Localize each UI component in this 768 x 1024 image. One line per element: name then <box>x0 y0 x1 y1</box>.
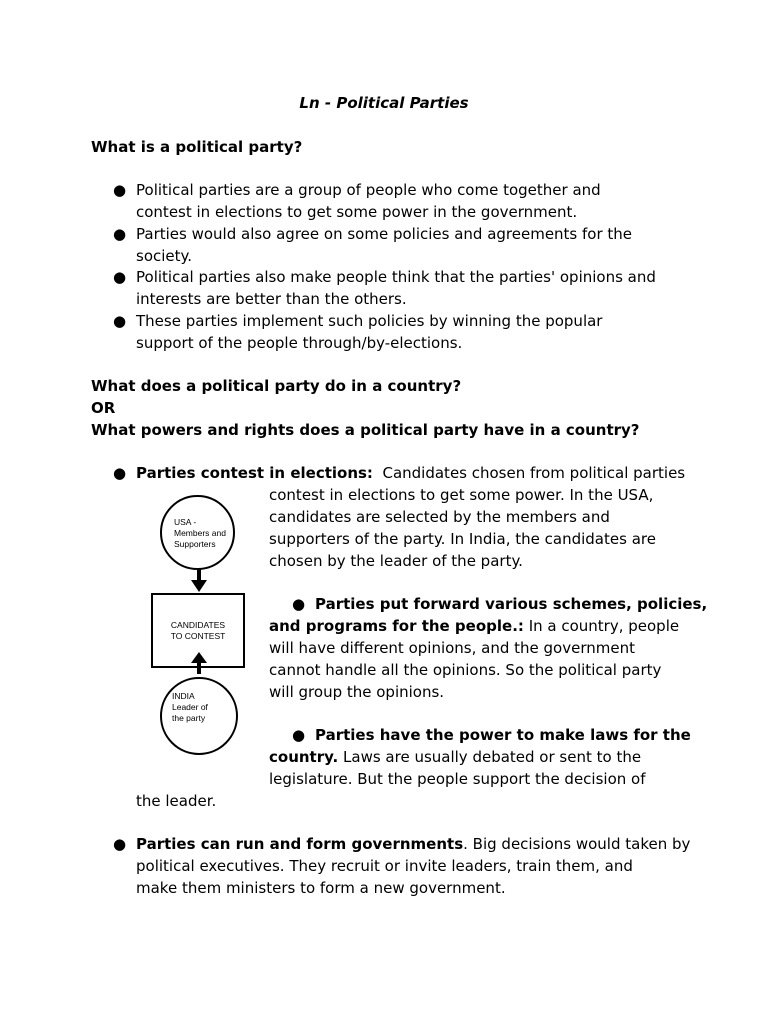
point-text: Laws are usually debated or sent to the <box>343 748 642 766</box>
diagram-label: Leader of <box>172 702 208 712</box>
candidate-selection-diagram <box>140 495 270 765</box>
point-heading: Parties put forward various schemes, policies, <box>315 595 708 613</box>
paragraph-line <box>269 615 679 637</box>
paragraph-line: will group the opinions. <box>269 683 445 701</box>
paragraph-line: supporters of the party. In India, the candidates are <box>269 530 656 548</box>
diagram-label: INDIA <box>172 691 195 701</box>
point-text: . Big decisions would taken by <box>463 835 691 853</box>
paragraph-line: will have different opinions, and the government <box>269 639 635 657</box>
point-heading: Parties have the power to make laws for the <box>315 726 691 744</box>
bullet: ● <box>292 595 306 613</box>
paragraph-line: political executives. They recruit or invite leaders, train them, and <box>136 857 633 875</box>
bullet: ● <box>113 268 127 286</box>
list-item-line: Political parties are a group of people who come together and <box>136 181 601 199</box>
diagram-label: TO CONTEST <box>170 630 226 641</box>
diagram-label: USA - <box>174 517 197 527</box>
diagram-label: the party <box>172 713 206 723</box>
diagram-label: Supporters <box>174 539 216 549</box>
point-text: In a country, people <box>528 617 680 635</box>
paragraph-line: cannot handle all the opinions. So the political party <box>269 661 662 679</box>
paragraph-line: contest in elections to get some power. In the USA, <box>269 486 654 504</box>
list-item-line: society. <box>136 247 193 265</box>
arrow-down-icon <box>190 569 208 593</box>
list-item-line: interests are better than the others. <box>136 290 407 308</box>
point-heading: and programs for the people.: <box>269 617 524 635</box>
bullet: ● <box>113 225 127 243</box>
bullet: ● <box>292 726 306 744</box>
point-form-governments <box>136 833 690 855</box>
question-what-party-does: What does a political party do in a country? <box>91 377 462 395</box>
point-heading: country. <box>269 748 339 766</box>
paragraph-line: make them ministers to form a new government. <box>136 879 506 897</box>
paragraph-line: legislature. But the people support the decision of <box>269 770 646 788</box>
or-label: OR <box>91 399 116 417</box>
bullet: ● <box>113 835 127 853</box>
bullet: ● <box>113 312 127 330</box>
list-item-line: contest in elections to get some power in the government. <box>136 203 578 221</box>
paragraph-line <box>269 746 641 768</box>
list-item-line: These parties implement such policies by winning the popular <box>136 312 603 330</box>
list-item-line: Parties would also agree on some policies and agreements for the <box>136 225 633 243</box>
list-item-line: Political parties also make people think that the parties' opinions and <box>136 268 656 286</box>
question-powers-rights: What powers and rights does a political party have in a country? <box>91 421 640 439</box>
paragraph-line: the leader. <box>136 792 217 810</box>
bullet: ● <box>113 181 127 199</box>
diagram-label: CANDIDATES <box>170 619 226 630</box>
question-what-is-party: What is a political party? <box>91 138 303 156</box>
paragraph-line: candidates are selected by the members and <box>269 508 610 526</box>
point-heading: Parties contest in elections: <box>136 464 373 482</box>
point-text: Candidates chosen from political parties <box>382 464 686 482</box>
list-item-line: support of the people through/by-elections. <box>136 334 463 352</box>
diagram-label: Members and <box>174 528 226 538</box>
bullet: ● <box>113 464 127 482</box>
usa-circle <box>160 495 235 570</box>
arrow-up-icon <box>190 652 208 674</box>
page-title: Ln - Political Parties <box>299 94 469 112</box>
paragraph-line: chosen by the leader of the party. <box>269 552 523 570</box>
point-heading: Parties can run and form governments <box>136 835 464 853</box>
india-circle <box>160 677 238 755</box>
point-contest-elections <box>136 462 685 484</box>
